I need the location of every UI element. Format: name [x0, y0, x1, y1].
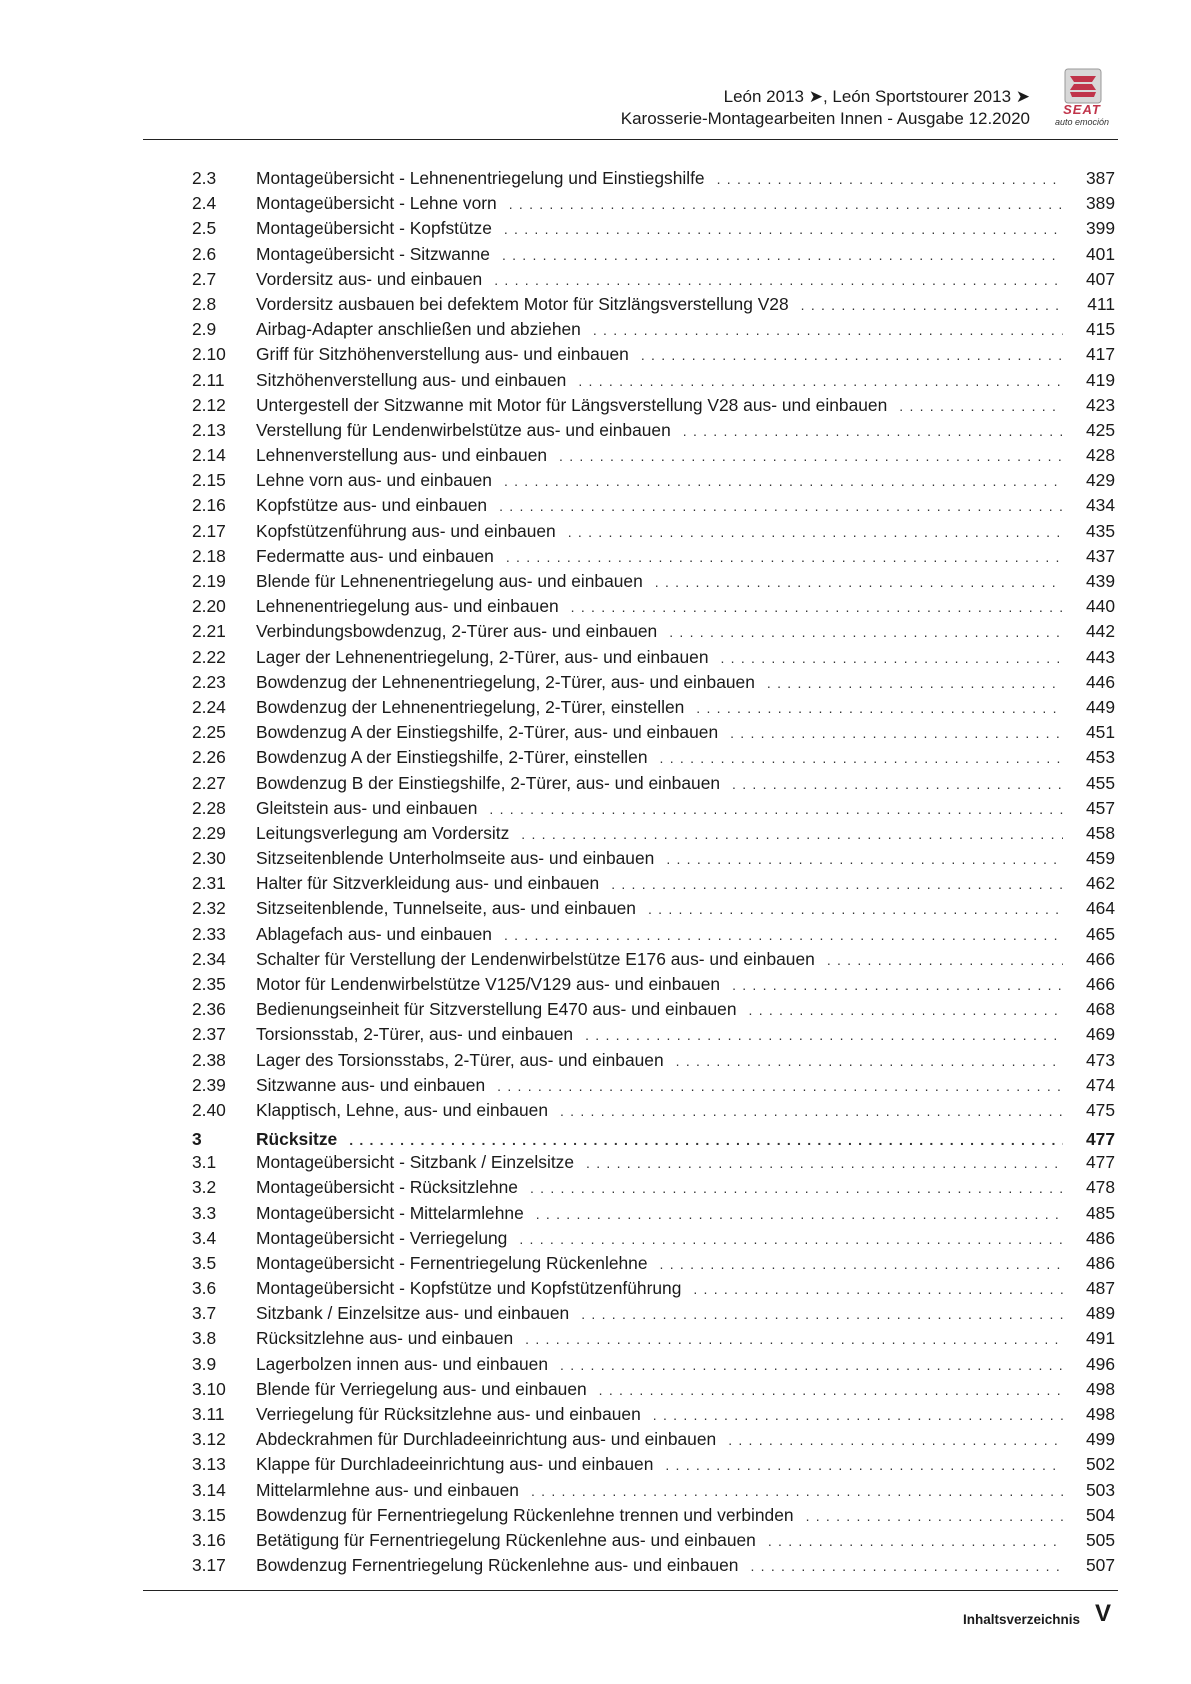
toc-dot-leader [827, 948, 1063, 973]
toc-entry-page: 451 [1085, 722, 1115, 743]
toc-entry-number: 3.4 [192, 1227, 217, 1248]
toc-entry-number: 2.27 [192, 772, 226, 793]
toc-entry[interactable] [192, 1503, 1115, 1528]
toc-entry-page: 387 [1085, 168, 1115, 188]
toc-entry-number: 3.15 [192, 1504, 226, 1525]
toc-entry-page: 469 [1085, 1024, 1115, 1045]
toc-entry-title: Rücksitze [256, 1129, 338, 1150]
toc-entry-number: 2.24 [192, 696, 226, 717]
toc-entry-title: Abdeckrahmen für Durchladeeinrichtung aus- und einbauen [256, 1429, 717, 1450]
toc-entry[interactable] [192, 1478, 1115, 1503]
toc-dot-leader [504, 469, 1063, 494]
toc-entry-page: 389 [1085, 193, 1115, 214]
toc-entry[interactable] [192, 796, 1115, 821]
toc-dot-leader [728, 1428, 1063, 1453]
toc-entry-title: Sitzbank / Einzelsitze aus- und einbauen [256, 1303, 570, 1324]
toc-entry[interactable] [192, 1326, 1115, 1351]
toc-entry[interactable] [192, 645, 1115, 670]
toc-entry-title: Verriegelung für Rücksitzlehne aus- und einbauen [256, 1404, 641, 1424]
toc-entry-title: Sitzseitenblende, Tunnelseite, aus- und einbauen [256, 898, 636, 919]
toc-entry-number: 2.26 [192, 747, 226, 768]
toc-entry-title: Bowdenzug A der Einstiegshilfe, 2-Türer, aus- und einbauen [256, 722, 719, 743]
toc-entry[interactable] [192, 443, 1115, 468]
toc-entry-page: 478 [1085, 1177, 1115, 1198]
logo-tagline: auto emoción [1054, 117, 1110, 127]
toc-entry-number: 3.10 [192, 1378, 226, 1399]
header-rule [143, 139, 1118, 140]
toc-entry[interactable] [192, 1452, 1115, 1477]
toc-entry-number: 2.28 [192, 797, 226, 818]
toc-entry-page: 443 [1085, 646, 1115, 667]
toc-entry-title: Mittelarmlehne aus- und einbauen [256, 1479, 519, 1500]
toc-entry-page: 425 [1085, 419, 1115, 440]
toc-dot-leader [530, 1176, 1063, 1201]
toc-entry-title: Blende für Verriegelung aus- und einbauen [256, 1378, 587, 1399]
toc-entry-title: Untergestell der Sitzwanne mit Motor für Längsverstellung V28 aus- und einbauen [256, 394, 888, 415]
toc-dot-leader [560, 1099, 1063, 1124]
toc-entry-title: Verbindungsbowdenzug, 2-Türer aus- und einbauen [256, 621, 658, 642]
toc-entry-title: Rücksitzlehne aus- und einbauen [256, 1328, 514, 1349]
toc-entry[interactable] [192, 720, 1115, 745]
toc-entry-title: Bowdenzug A der Einstiegshilfe, 2-Türer, einstellen [256, 747, 648, 768]
toc-entry-title: Vordersitz aus- und einbauen [256, 268, 483, 289]
toc-entry-title: Halter für Sitzverkleidung aus- und einbauen [256, 873, 600, 894]
toc-entry-title: Klapptisch, Lehne, aus- und einbauen [256, 1099, 548, 1120]
toc-entry-title: Lager des Torsionsstabs, 2-Türer, aus- und einbauen [256, 1049, 664, 1070]
seat-logo-icon [1064, 68, 1102, 104]
toc-entry-page: 458 [1085, 822, 1115, 843]
logo-brand: SEAT [1063, 102, 1101, 117]
toc-entry[interactable] [192, 947, 1115, 972]
toc-dot-leader [676, 1049, 1063, 1074]
toc-dot-leader [732, 772, 1063, 797]
toc-entry[interactable] [192, 1427, 1115, 1452]
toc-entry-page: 459 [1085, 848, 1115, 869]
toc-dot-leader [560, 1353, 1063, 1378]
toc-entry[interactable] [192, 695, 1115, 720]
toc-entry-page: 417 [1085, 344, 1115, 365]
toc-entry-page: 489 [1085, 1303, 1115, 1324]
toc-entry-page: 498 [1085, 1404, 1115, 1424]
toc-entry-number: 2.23 [192, 671, 226, 692]
footer-page-number: V [1095, 1600, 1112, 1627]
toc-entry[interactable] [192, 1251, 1115, 1276]
toc-entry-number: 2.36 [192, 999, 226, 1020]
toc-dot-leader [525, 1327, 1063, 1352]
toc-entry-title: Bowdenzug der Lehnenentriegelung, 2-Türer, einstellen [256, 696, 685, 717]
toc-dot-leader [653, 1403, 1063, 1428]
toc-entry[interactable] [192, 896, 1115, 921]
toc-entry-number: 2.5 [192, 218, 217, 239]
toc-entry-title: Verstellung für Lendenwirbelstütze aus- und einbauen [256, 419, 671, 440]
toc-entry[interactable] [192, 1201, 1115, 1226]
toc-entry-number: 2.20 [192, 596, 226, 617]
toc-entry-page: 502 [1085, 1454, 1115, 1475]
toc-entry-number: 3.5 [192, 1252, 217, 1273]
toc-entry-number: 2.18 [192, 545, 226, 566]
toc-entry-title: Lehnenentriegelung aus- und einbauen [256, 596, 559, 617]
toc-dot-leader [767, 671, 1063, 696]
toc-entry-page: 453 [1085, 747, 1115, 768]
toc-entry-title: Lager der Lehnenentriegelung, 2-Türer, aus- und einbauen [256, 646, 709, 667]
seat-logo [1046, 68, 1118, 127]
toc-dot-leader [568, 520, 1063, 545]
toc-entry-page: 504 [1085, 1504, 1115, 1525]
toc-dot-leader [506, 545, 1063, 570]
toc-entry-page: 507 [1085, 1555, 1115, 1576]
toc-entry-number: 2.7 [192, 268, 217, 289]
toc-entry[interactable] [192, 468, 1115, 493]
toc-entry-title: Gleitstein aus- und einbauen [256, 797, 478, 818]
toc-dot-leader [489, 797, 1063, 822]
toc-entry-number: 2.32 [192, 898, 226, 919]
toc-entry-title: Montageübersicht - Lehnenentriegelung und Einstiegshilfe [256, 168, 705, 188]
toc-entry-page: 457 [1085, 797, 1115, 818]
toc-entry-number: 2.13 [192, 419, 226, 440]
toc-entry-page: 503 [1085, 1479, 1115, 1500]
toc-entry-title: Montageübersicht - Kopfstütze [256, 218, 492, 239]
toc-dot-leader [504, 923, 1063, 948]
toc-entry-page: 440 [1085, 596, 1115, 617]
toc-entry-number: 2.30 [192, 848, 226, 869]
toc-entry-page: 455 [1085, 772, 1115, 793]
toc-dot-leader [732, 973, 1063, 998]
toc-dot-leader [665, 1453, 1063, 1478]
toc-entry-number: 2.39 [192, 1074, 226, 1095]
toc-entry-title: Montageübersicht - Sitzbank / Einzelsitze [256, 1152, 575, 1173]
toc-entry-page: 407 [1085, 268, 1115, 289]
toc-entry-page: 439 [1085, 571, 1115, 591]
toc-dot-leader [504, 217, 1063, 242]
toc-entry[interactable] [192, 972, 1115, 997]
toc-entry-title: Griff für Sitzhöhenverstellung aus- und einbauen [256, 344, 629, 365]
toc-entry-number: 2.6 [192, 243, 217, 264]
toc-entry[interactable] [192, 745, 1115, 770]
toc-entry-page: 434 [1085, 495, 1115, 516]
toc-entry[interactable] [192, 493, 1115, 518]
toc-entry-number: 2.12 [192, 394, 226, 415]
footer-rule [143, 1590, 1118, 1591]
toc-entry[interactable] [192, 569, 1115, 594]
toc-entry[interactable] [192, 393, 1115, 418]
toc-entry[interactable] [192, 519, 1115, 544]
toc-entry-title: Bowdenzug für Fernentriegelung Rückenlehne trennen und verbinden [256, 1504, 794, 1525]
toc-entry-page: 498 [1085, 1378, 1115, 1399]
toc-entry[interactable] [192, 619, 1115, 644]
toc-entry-title: Sitzwanne aus- und einbauen [256, 1074, 486, 1095]
toc-entry-title: Kopfstützenführung aus- und einbauen [256, 520, 556, 541]
toc-entry-number: 2.38 [192, 1049, 226, 1070]
toc-entry-number: 2.35 [192, 974, 226, 994]
toc-dot-leader [806, 1504, 1063, 1529]
toc-entry[interactable] [192, 1150, 1115, 1175]
toc-entry-page: 477 [1085, 1129, 1115, 1150]
toc-entry-number: 3.2 [192, 1177, 217, 1198]
toc-entry-number: 2.40 [192, 1099, 226, 1120]
toc-entry-page: 499 [1085, 1429, 1115, 1450]
toc-entry-page: 505 [1085, 1529, 1115, 1550]
toc-entry-number: 3.8 [192, 1328, 217, 1349]
toc-dot-leader [499, 494, 1063, 519]
toc-entry[interactable] [192, 821, 1115, 846]
toc-entry-page: 399 [1085, 218, 1115, 239]
toc-entry[interactable] [192, 1073, 1115, 1098]
toc-dot-leader [669, 620, 1063, 645]
header-edition-line: Karosserie-Montagearbeiten Innen - Ausgabe 12.2020 [620, 109, 1030, 128]
toc-entry[interactable] [192, 594, 1115, 619]
toc-entry-number: 3.14 [192, 1479, 226, 1500]
footer-section-label: Inhaltsverzeichnis [962, 1612, 1080, 1627]
toc-entry[interactable] [192, 1098, 1115, 1123]
toc-entry-page: 473 [1085, 1049, 1115, 1070]
toc-entry[interactable] [192, 997, 1115, 1022]
toc-entry[interactable] [192, 191, 1115, 216]
document-header [540, 86, 1030, 130]
toc-entry[interactable] [192, 292, 1115, 317]
toc-dot-leader [559, 444, 1063, 469]
toc-entry-title: Montageübersicht - Lehne vorn [256, 193, 497, 214]
toc-entry-title: Bowdenzug der Lehnenentriegelung, 2-Türer, aus- und einbauen [256, 671, 755, 692]
toc-entry-number: 2.37 [192, 1024, 226, 1045]
toc-entry[interactable] [192, 1377, 1115, 1402]
toc-dot-leader [768, 1529, 1063, 1554]
toc-entry-number: 2.16 [192, 495, 226, 516]
toc-entry-page: 474 [1085, 1074, 1115, 1095]
toc-dot-leader [801, 293, 1063, 318]
toc-entry-title: Montageübersicht - Kopfstütze und Kopfstützenführung [256, 1278, 682, 1299]
toc-entry[interactable] [192, 1528, 1115, 1553]
toc-dot-leader [666, 847, 1063, 872]
toc-dot-leader [641, 343, 1063, 368]
toc-entry-title: Airbag-Adapter anschließen und abziehen [256, 319, 581, 340]
toc-entry-number: 2.10 [192, 344, 226, 365]
toc-entry-number: 2.4 [192, 193, 217, 214]
toc-entry-number: 2.19 [192, 571, 226, 591]
toc-entry-number: 3.6 [192, 1278, 217, 1299]
toc-entry[interactable] [192, 1175, 1115, 1200]
toc-entry-page: 466 [1085, 974, 1115, 994]
toc-dot-leader [536, 1202, 1063, 1227]
toc-entry-title: Bowdenzug B der Einstiegshilfe, 2-Türer, aus- und einbauen [256, 772, 721, 793]
toc-dot-leader [648, 897, 1063, 922]
toc-entry-page: 466 [1085, 948, 1115, 969]
toc-dot-leader [497, 1074, 1063, 1099]
toc-entry[interactable] [192, 771, 1115, 796]
toc-entry-title: Ablagefach aus- und einbauen [256, 923, 492, 944]
toc-entry[interactable] [192, 317, 1115, 342]
toc-entry-page: 464 [1085, 898, 1115, 919]
toc-entry-number: 3.3 [192, 1202, 217, 1223]
toc-entry-page: 442 [1085, 621, 1115, 642]
toc-entry-page: 429 [1085, 470, 1115, 491]
toc-dot-leader [585, 1023, 1063, 1048]
toc-entry-title: Motor für Lendenwirbelstütze V125/V129 aus- und einbauen [256, 974, 721, 994]
toc-entry-title: Montageübersicht - Mittelarmlehne [256, 1202, 524, 1223]
toc-entry[interactable] [192, 670, 1115, 695]
toc-entry-page: 446 [1085, 671, 1115, 692]
toc-entry-number: 3.17 [192, 1555, 226, 1576]
toc-dot-leader [660, 1252, 1063, 1277]
toc-entry-page: 485 [1085, 1202, 1115, 1223]
toc-entry-number: 3.9 [192, 1353, 217, 1374]
toc-entry[interactable] [192, 871, 1115, 896]
toc-entry-number: 2.15 [192, 470, 226, 491]
toc-entry-title: Torsionsstab, 2-Türer, aus- und einbauen [256, 1024, 574, 1045]
toc-entry[interactable] [192, 1276, 1115, 1301]
toc-entry-number: 2.31 [192, 873, 226, 894]
toc-entry[interactable] [192, 216, 1115, 241]
toc-entry-page: 435 [1085, 520, 1115, 541]
toc-dot-leader [899, 394, 1063, 419]
toc-dot-leader [578, 369, 1063, 394]
toc-dot-leader [586, 1151, 1063, 1176]
toc-entry-page: 487 [1085, 1278, 1115, 1299]
toc-entry-title: Lehne vorn aus- und einbauen [256, 470, 492, 491]
toc-entry-title: Schalter für Verstellung der Lendenwirbelstütze E176 aus- und einbauen [256, 948, 815, 969]
toc-entry-title: Montageübersicht - Fernentriegelung Rückenlehne [256, 1252, 648, 1273]
toc-entry-page: 462 [1085, 873, 1115, 894]
toc-entry[interactable] [192, 1402, 1115, 1427]
toc-entry-title: Blende für Lehnenentriegelung aus- und einbauen [256, 571, 643, 591]
toc-dot-leader [730, 721, 1063, 746]
toc-dot-leader [611, 872, 1063, 897]
toc-dot-leader [531, 1479, 1063, 1504]
toc-entry-number: 2.22 [192, 646, 226, 667]
toc-entry-title: Betätigung für Fernentriegelung Rückenlehne aus- und einbauen [256, 1529, 756, 1550]
toc-dot-leader [660, 746, 1063, 771]
toc-entry-number: 2.14 [192, 445, 226, 466]
toc-entry-number: 2.9 [192, 319, 217, 340]
toc-entry-number: 3.7 [192, 1303, 217, 1324]
toc-dot-leader [655, 570, 1063, 595]
toc-entry-page: 449 [1085, 696, 1115, 717]
toc-entry-title: Kopfstütze aus- und einbauen [256, 495, 488, 516]
toc-entry[interactable] [192, 922, 1115, 947]
toc-entry-page: 468 [1085, 999, 1115, 1020]
toc-entry[interactable] [192, 1226, 1115, 1251]
toc-entry[interactable] [192, 368, 1115, 393]
toc-entry-page: 477 [1085, 1152, 1115, 1173]
toc-entry-title: Lagerbolzen innen aus- und einbauen [256, 1353, 549, 1374]
toc-entry-page: 415 [1085, 319, 1115, 340]
toc-entry-page: 428 [1085, 445, 1115, 466]
toc-dot-leader [749, 998, 1063, 1023]
toc-entry[interactable] [192, 418, 1115, 443]
toc-entry-number: 2.8 [192, 293, 217, 314]
table-of-contents [192, 166, 1115, 1578]
toc-dot-leader [696, 696, 1063, 721]
toc-entry[interactable] [192, 1352, 1115, 1377]
toc-entry-number: 2.11 [192, 369, 225, 390]
toc-dot-leader [750, 1554, 1063, 1579]
toc-entry-number: 3.12 [192, 1429, 226, 1450]
toc-entry-number: 2.17 [192, 520, 226, 541]
toc-dot-leader [717, 167, 1063, 192]
toc-entry-number: 3.1 [192, 1152, 217, 1173]
toc-entry[interactable] [192, 267, 1115, 292]
toc-entry-number: 3 [192, 1129, 202, 1150]
toc-entry-page: 486 [1085, 1227, 1115, 1248]
toc-entry[interactable] [192, 342, 1115, 367]
toc-entry-title: Klappe für Durchladeeinrichtung aus- und einbauen [256, 1454, 654, 1475]
toc-dot-leader [599, 1378, 1063, 1403]
toc-entry-title: Montageübersicht - Sitzwanne [256, 243, 490, 264]
toc-entry-page: 496 [1085, 1353, 1115, 1374]
toc-dot-leader [571, 595, 1063, 620]
toc-entry-number: 2.33 [192, 923, 226, 944]
toc-entry-title: Leitungsverlegung am Vordersitz [256, 822, 510, 843]
header-model-line: León 2013 ➤, León Sportstourer 2013 ➤ [723, 87, 1030, 106]
toc-chapter-entry[interactable] [192, 1123, 1115, 1150]
toc-entry[interactable] [192, 1553, 1115, 1578]
toc-entry-number: 3.16 [192, 1529, 226, 1550]
toc-entry[interactable] [192, 846, 1115, 871]
toc-entry-page: 491 [1085, 1328, 1115, 1349]
toc-entry-number: 2.29 [192, 822, 226, 843]
toc-dot-leader [683, 419, 1063, 444]
toc-entry-number: 2.25 [192, 722, 226, 743]
toc-entry-title: Lehnenverstellung aus- und einbauen [256, 445, 548, 466]
toc-dot-leader [521, 822, 1063, 847]
toc-dot-leader [494, 268, 1063, 293]
toc-entry-page: 475 [1085, 1099, 1115, 1120]
toc-entry[interactable] [192, 1301, 1115, 1326]
toc-entry-title: Montageübersicht - Rücksitzlehne [256, 1177, 518, 1198]
toc-dot-leader [509, 192, 1063, 217]
toc-entry-number: 2.21 [192, 621, 226, 642]
toc-entry[interactable] [192, 544, 1115, 569]
toc-entry-page: 486 [1085, 1252, 1115, 1273]
toc-entry[interactable] [192, 1022, 1115, 1047]
toc-dot-leader [581, 1302, 1063, 1327]
toc-dot-leader [693, 1277, 1063, 1302]
toc-entry-title: Sitzhöhenverstellung aus- und einbauen [256, 369, 567, 390]
toc-entry[interactable] [192, 242, 1115, 267]
toc-entry-title: Federmatte aus- und einbauen [256, 545, 494, 566]
toc-entry-page: 437 [1085, 545, 1115, 566]
toc-entry-page: 419 [1085, 369, 1115, 390]
toc-entry-title: Montageübersicht - Verriegelung [256, 1227, 508, 1248]
toc-entry-title: Bedienungseinheit für Sitzverstellung E470 aus- und einbauen [256, 999, 737, 1020]
toc-entry-number: 3.13 [192, 1454, 226, 1475]
toc-entry-page: 411 [1087, 293, 1115, 314]
toc-entry-number: 2.34 [192, 948, 226, 969]
toc-entry-title: Bowdenzug Fernentriegelung Rückenlehne aus- und einbauen [256, 1555, 739, 1576]
toc-entry-title: Vordersitz ausbauen bei defektem Motor für Sitzlängsverstellung V28 [256, 293, 789, 314]
toc-entry[interactable] [192, 1048, 1115, 1073]
toc-dot-leader [502, 243, 1063, 268]
toc-entry-page: 465 [1085, 923, 1115, 944]
toc-entry-title: Sitzseitenblende Unterholmseite aus- und einbauen [256, 848, 655, 869]
toc-dot-leader [721, 646, 1064, 671]
toc-entry-number: 2.3 [192, 168, 217, 188]
toc-entry-page: 401 [1085, 243, 1115, 264]
toc-entry[interactable] [192, 166, 1115, 191]
toc-dot-leader [593, 318, 1063, 343]
toc-entry-number: 3.11 [192, 1404, 225, 1424]
toc-dot-leader [519, 1227, 1063, 1252]
toc-entry-page: 423 [1085, 394, 1115, 415]
